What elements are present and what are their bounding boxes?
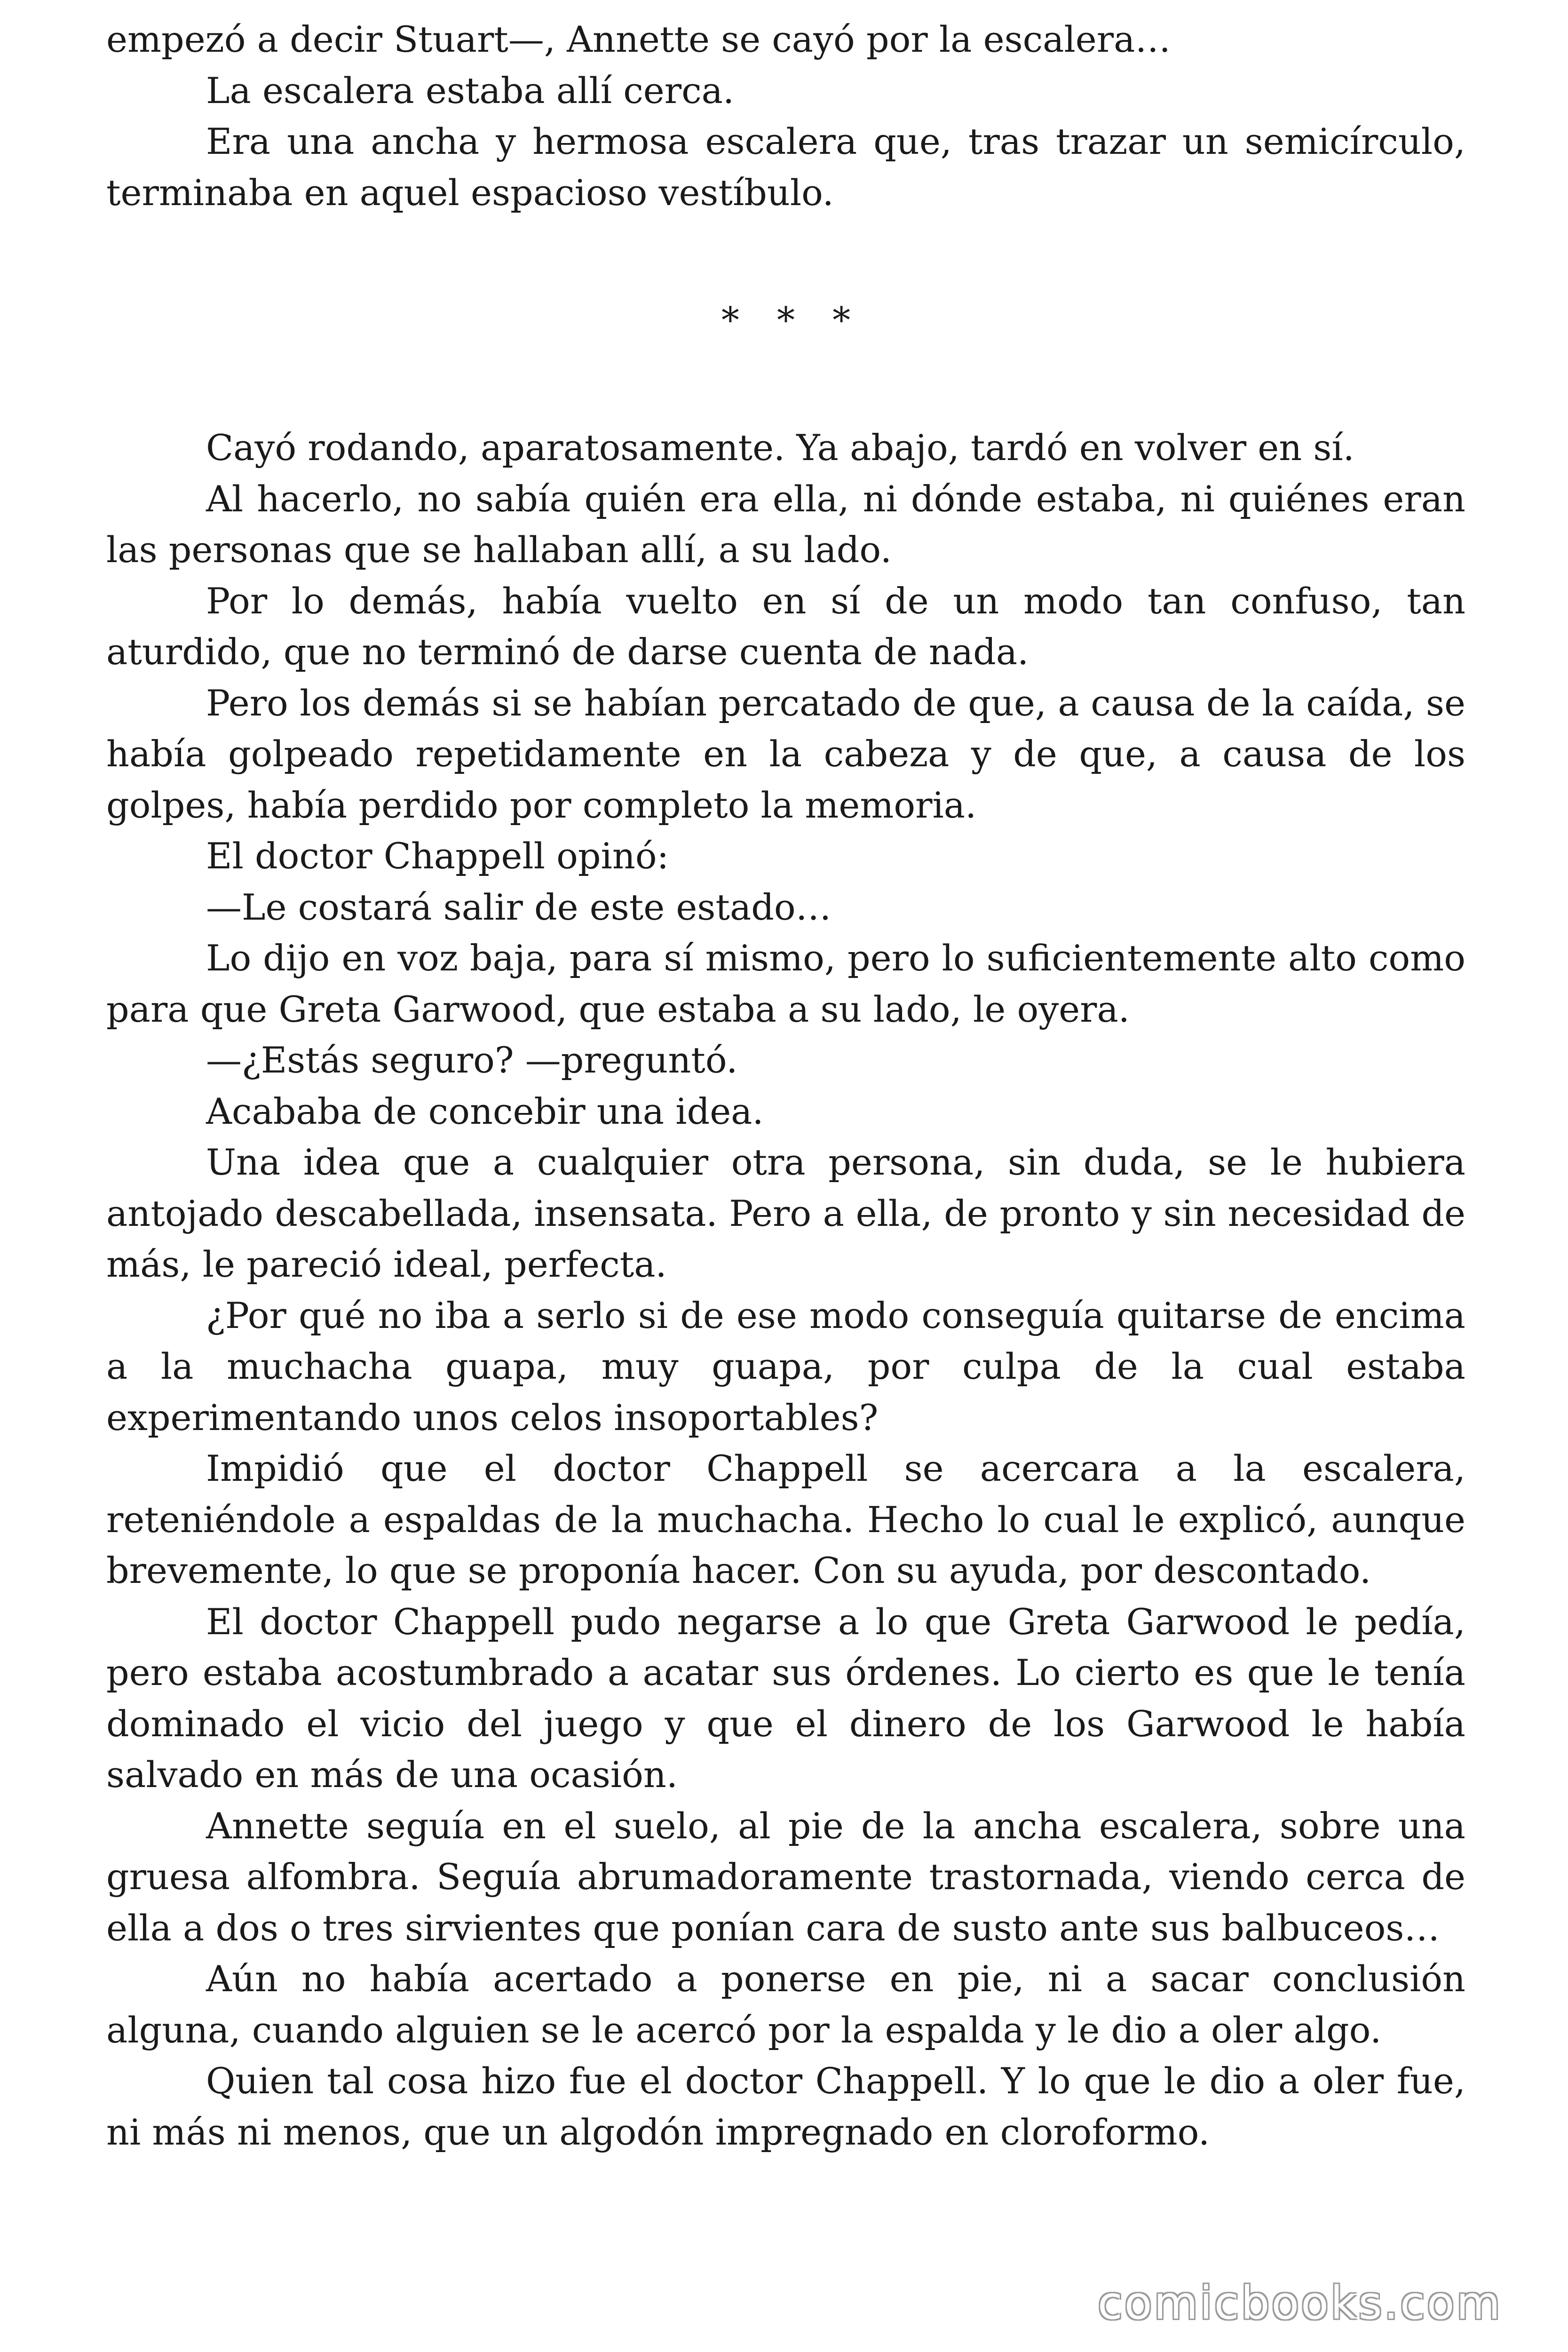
- paragraph: Por lo demás, había vuelto en sí de un modo tan confuso, tan aturdido, que no terminó de darse cuenta de nada.: [106, 580, 1465, 673]
- paragraph: El doctor Chappell opinó:: [206, 835, 669, 877]
- paragraph: Aún no había acertado a ponerse en pie, ni a sacar conclusión alguna, cuando alguien se le acercó por la espalda y le dio a oler algo.: [106, 1958, 1465, 2051]
- book-page: [106, 14, 1465, 2158]
- paragraph: Impidió que el doctor Chappell se acercara a la escalera, reteniéndole a espaldas de la muchacha. Hecho lo cual le explicó, aunque brevemente, lo que se proponía hacer. Con su ayuda, por descontado.: [106, 1447, 1465, 1591]
- paragraph: Cayó rodando, aparatosamente. Ya abajo, tardó en volver en sí.: [206, 427, 1354, 469]
- paragraph: Acababa de concebir una idea.: [206, 1090, 764, 1132]
- paragraph: Era una ancha y hermosa escalera que, tras trazar un semicírculo, terminaba en aquel espacioso vestíbulo.: [106, 120, 1465, 214]
- paragraph: Lo dijo en voz baja, para sí mismo, pero lo suficientemente alto como para que Greta Garwood, que estaba a su lado, le oyera.: [106, 937, 1465, 1030]
- paragraph: Al hacerlo, no sabía quién era ella, ni dónde estaba, ni quiénes eran las personas que se hallaban allí, a su lado.: [106, 477, 1465, 571]
- paragraph: —Le costará salir de este estado…: [206, 886, 832, 928]
- paragraph: Quien tal cosa hizo fue el doctor Chappell. Y lo que le dio a oler fue, ni más ni menos, que un algodón impregnado en cloroformo.: [106, 2060, 1465, 2153]
- watermark: comicbooks.com: [1097, 2277, 1502, 2329]
- paragraph: empezó a decir Stuart—, Annette se cayó por la escalera…: [106, 18, 1171, 60]
- paragraph: Pero los demás si se habían percatado de que, a causa de la caída, se había golpeado repetidamente en la cabeza y de que, a causa de los golpes, había perdido por completo la memoria.: [106, 682, 1465, 826]
- paragraph: —¿Estás seguro? —preguntó.: [206, 1039, 738, 1081]
- paragraph: El doctor Chappell pudo negarse a lo que Greta Garwood le pedía, pero estaba acostumbrado a acatar sus órdenes. Lo cierto es que le tenía dominado el vicio del juego y que el dinero de los Garwood le había salvado en más de una ocasión.: [106, 1600, 1465, 1796]
- paragraph: Annette seguía en el suelo, al pie de la ancha escalera, sobre una gruesa alfombra. Seguía abrumadoramente trastornada, viendo cerca de ella a dos o tres sirvientes que ponían cara de susto ante sus balbuceos…: [106, 1804, 1465, 1949]
- section-separator: * * *: [721, 299, 864, 341]
- paragraph: Una idea que a cualquier otra persona, sin duda, se le hubiera antojado descabellada, insensata. Pero a ella, de pronto y sin necesidad de más, le pareció ideal, perfecta.: [106, 1141, 1465, 1285]
- paragraph: ¿Por qué no iba a serlo si de ese modo conseguía quitarse de encima a la muchacha guapa, muy guapa, por culpa de la cual estaba experimentando unos celos insoportables?: [106, 1294, 1465, 1438]
- paragraph: La escalera estaba allí cerca.: [206, 69, 735, 111]
